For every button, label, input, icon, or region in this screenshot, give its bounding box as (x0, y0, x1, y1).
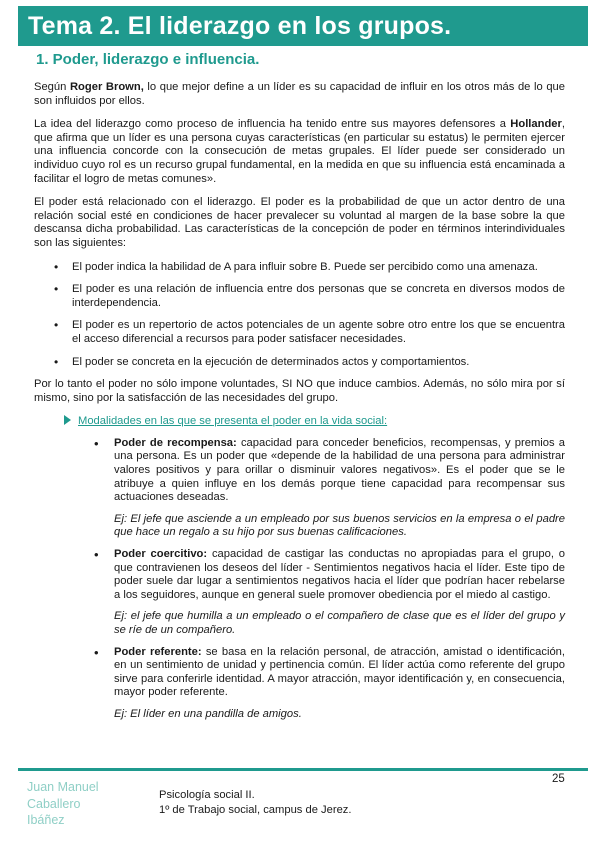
course-name: Psicología social II. (159, 789, 255, 801)
list-item (94, 435, 565, 540)
list-item (34, 261, 565, 275)
modalidad-example: Ej: El jefe que asciende a un empleado por sus buenos servicios en la empresa o el padre que hace un regalo a su hijo por sus buenas calificaciones. (114, 512, 565, 539)
p2-rest: , que afirma que un líder es una persona cuyas características (en particular su estatus) le permiten ejercer una influencia concorde con la consecución de metas grupales. El líder puede ser considerado un individuo cuyo rol es un recurso grupal fundamental, en la medida en que su influencia está encaminada a facilitar el logro de metas comunes». (34, 118, 565, 185)
author-name (27, 779, 137, 829)
arrow-right-icon (64, 415, 71, 425)
bullet-icon: • (94, 547, 99, 563)
modalidad-description (114, 437, 565, 505)
poder-characteristics-list (34, 261, 565, 370)
body-content (34, 81, 565, 730)
page-title: Tema 2. El liderazgo en los grupos. (18, 6, 588, 46)
p2-prefix: La idea del liderazgo como proceso de influencia ha tenido entre sus mayores defensores a (34, 118, 511, 131)
program-name: 1º de Trabajo social, campus de Jerez. (159, 803, 352, 816)
p1-rest: lo que mejor define a un líder es su capacidad de influir en los otros más de lo que son influidos por ellos. (34, 81, 565, 107)
modalidad-text: se basa en la relación personal, de atracción, amistad o identificación, en un sentimiento de unidad y pertinencia común. El líder actúa como referente del grupo sirve para conferirle identidad. A mayor atracción, mayor identificación y, en consecuencia, mayor poder referente. (114, 645, 565, 699)
modalidad-example: Ej: El líder en una pandilla de amigos. (114, 707, 302, 720)
paragraph-hollander (34, 118, 565, 186)
modalidad-text: capacidad para conceder beneficios, recompensas, y premios a una persona. Es un poder que «depende de la habilidad de una persona para administrar valores positivos y para orillar o disminuir valores negativos». Es el poder que se le atribuye a quien influye en los demás porque tiene capacidad para recompensar sus actuaciones deseadas. (114, 436, 565, 504)
modalidad-example: Ej: el jefe que humilla a un empleado o el compañero de clase que es el líder del grupo y se ríe de un compañero. (114, 610, 565, 636)
p1-bold-name: Roger Brown, (69, 81, 144, 93)
list-item-text: • El poder es un repertorio de actos potenciales de un agente sobre otro entre los que se encuentra el acceso diferencial a recursos para poder satisfacer necesidades. (72, 319, 565, 345)
paragraph-conclusion: Por lo tanto el poder no sólo impone voluntades, SI NO que induce cambios. Además, no sólo mira por sí mismo, sino por la satisfacción de las necesidades del grupo. (34, 378, 565, 404)
modalidad-text: capacidad de castigar las conductas no apropiadas para el grupo, o que contravienen los deseos del líder - Sentimientos negativos hacia el líder. Este tipo de poder suele dar lugar a sentimientos negativos hacia el líder que podrían hacer rebelarse a los seguidores, aunque en general suele promover obediencia por el miedo al castigo. (114, 548, 566, 601)
modalidades-list (34, 437, 565, 722)
modalidad-description (114, 548, 565, 602)
modalidad-term: Poder de recompensa: (114, 436, 237, 449)
modalidad-description (114, 646, 565, 700)
list-item (34, 283, 565, 310)
modalidad-term: Poder referente: (114, 645, 202, 658)
author-line: Juan Manuel (27, 780, 99, 794)
bullet-icon: • (94, 644, 99, 660)
page-number: 25 (552, 773, 565, 785)
list-item-text: • El poder es una relación de influencia entre dos personas que se concreta en diversos modos de interdependencia. (72, 283, 565, 309)
p1-prefix: Según (34, 81, 70, 93)
author-line: Ibáñez (27, 813, 65, 827)
paragraph-poder: El poder está relacionado con el liderazgo. El poder es la probabilidad de que un actor dentro de una relación social esté en condiciones de hacer prevalecer su voluntad al margen de la base sobre la que descansa dicha probabilidad. Las características de la concepción de poder en términos interindividuales son las siguientes: (34, 196, 565, 249)
footer-course-info (159, 788, 352, 817)
footer-divider (18, 768, 588, 771)
list-item (94, 547, 566, 638)
author-line: Caballero (27, 796, 81, 811)
modalidades-heading-text[interactable]: Modalidades en las que se presenta el poder en la vida social: (78, 415, 388, 428)
list-item (94, 644, 565, 722)
list-item (34, 356, 565, 370)
section-heading: 1. Poder, liderazgo e influencia. (36, 51, 260, 68)
modalidad-term: Poder coercitivo: (114, 548, 208, 561)
list-item-text: • El poder se concreta en la ejecución de determinados actos y comportamientos. (72, 355, 470, 368)
modalidades-heading[interactable] (64, 415, 565, 429)
paragraph-roger-brown (34, 81, 565, 108)
bullet-icon: • (94, 435, 99, 451)
list-item-text: • El poder indica la habilidad de A para influir sobre B. Puede ser percibido como una amenaza. (72, 260, 538, 273)
p2-bold-name: Hollander (510, 118, 562, 131)
list-item (34, 319, 565, 346)
